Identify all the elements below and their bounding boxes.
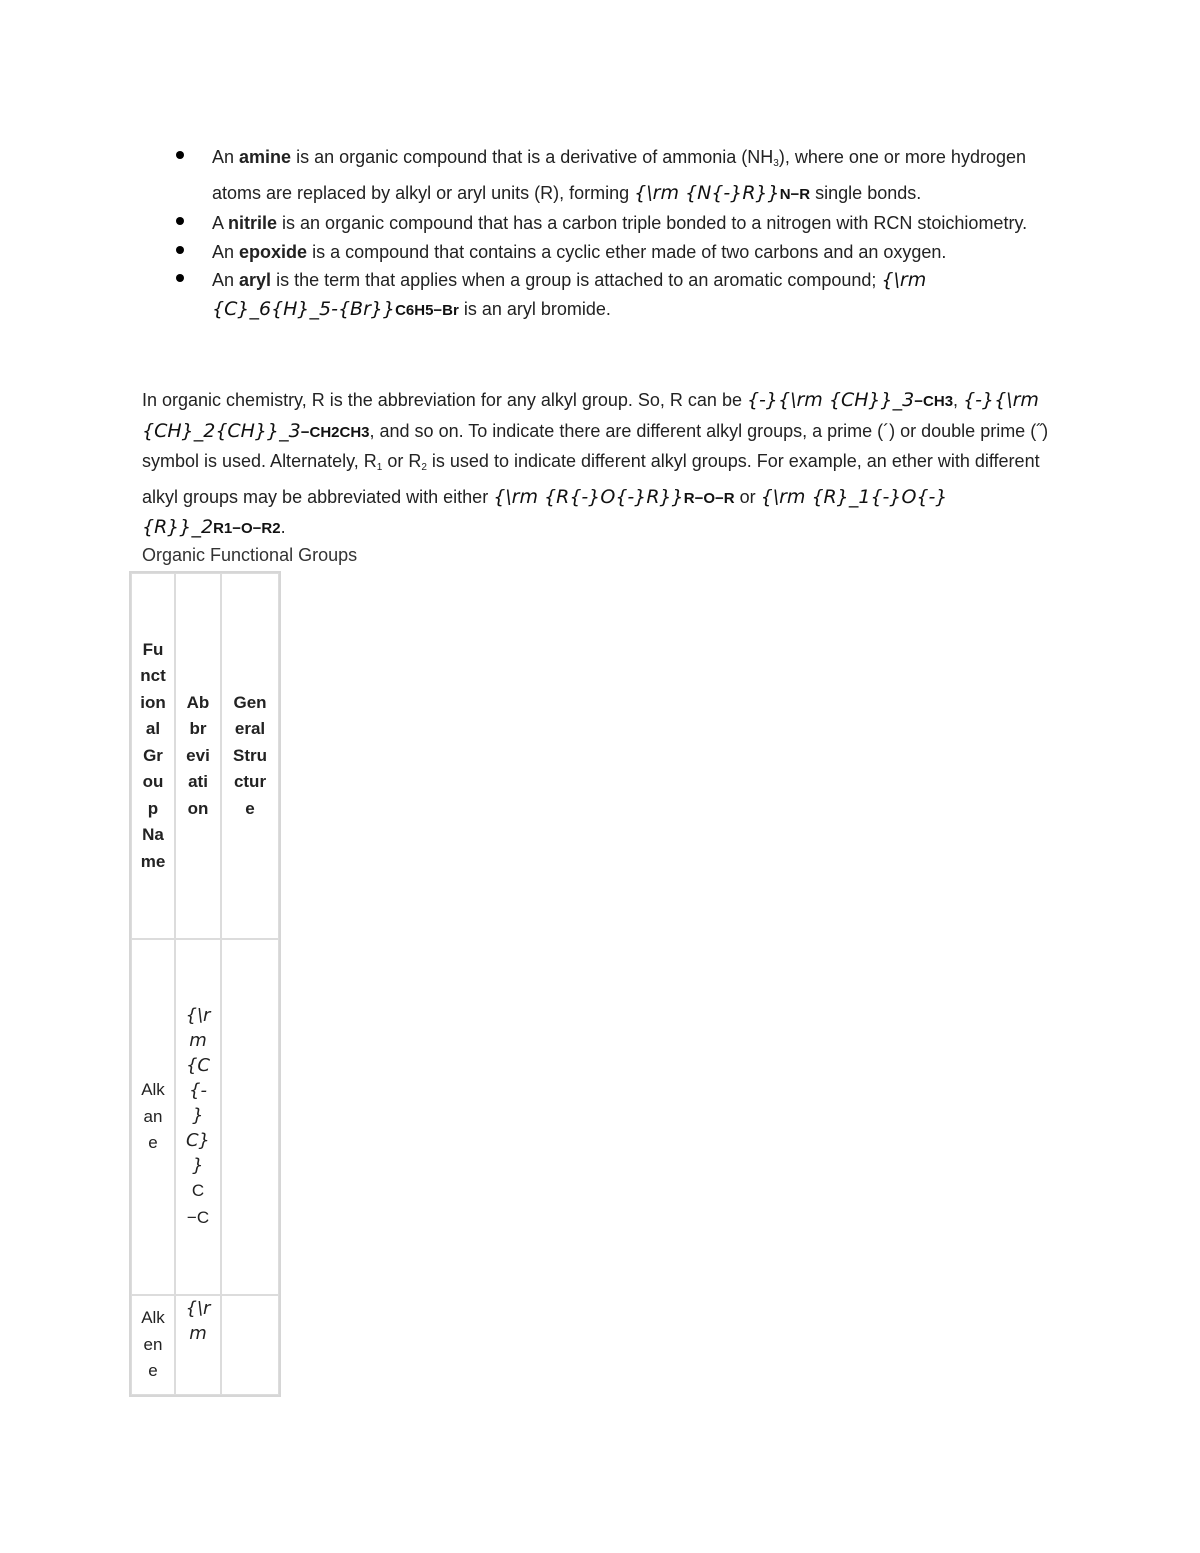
functional-groups-table (129, 571, 281, 1397)
latex-source: {\rm {R}_1{-}O{-}{R}}_2 (142, 485, 948, 539)
bullet-icon (176, 151, 184, 159)
formula: R−O−R (683, 489, 735, 507)
table-header-row (131, 573, 279, 939)
text: , and so on. To indicate there are different alkyl groups, a prime (´) or double prime (˝) symbol is used. Alternately, R (142, 420, 1049, 472)
text: is an aryl bromide. (458, 298, 611, 319)
formula: N−R (779, 185, 811, 203)
latex-source: {\rm {N{-}R}} (634, 181, 780, 204)
structure-cell (221, 939, 279, 1295)
latex-source: {\rm {C}_6{H}_5-{Br}} (212, 269, 927, 320)
text: An (212, 241, 240, 262)
formula: −CH2CH3 (300, 423, 370, 441)
list-item (176, 238, 1056, 267)
latex-source: {-}{\rm {CH}_2{CH}}_3 (142, 389, 1039, 442)
text: , (953, 390, 964, 410)
subscript: 2 (421, 462, 427, 474)
abbreviation-cell (175, 1295, 221, 1395)
group-name-cell: Alkene (131, 1295, 175, 1395)
formula: C−C (186, 1181, 210, 1227)
list-item (176, 266, 1056, 325)
body-paragraph (142, 386, 1072, 544)
header-cell: General Structure (221, 573, 279, 939)
text: is used to indicate different alkyl groups. For example, an ether with different alkyl groups may be abbreviated with either (142, 451, 1040, 507)
latex-source: {\rm (185, 1298, 211, 1344)
formula: C6H5−Br (395, 301, 459, 319)
latex-source: {\rm {R{-}O{-}R}} (493, 485, 684, 508)
latex-source: {-}{\rm {CH}}_3 (746, 389, 915, 411)
term-epoxide: epoxide (239, 241, 308, 262)
term-nitrile: nitrile (228, 213, 278, 233)
text: is an organic compound that has a carbon triple bonded to a nitrogen with RCN stoichiometry. (277, 213, 1028, 233)
text: is an organic compound that is a derivative of ammonia (NH (291, 147, 774, 167)
text: . (280, 517, 286, 538)
subscript: 1 (376, 462, 383, 474)
text: is the term that applies when a group is attached to an aromatic compound; (271, 270, 882, 290)
text: or (734, 486, 761, 507)
table-row (131, 939, 279, 1295)
term-amine: amine (239, 147, 292, 167)
list-item (176, 143, 1056, 209)
text: An (212, 147, 240, 167)
bullet-icon (176, 217, 184, 225)
table-row (131, 1295, 279, 1395)
header-cell: Abbreviation (175, 573, 221, 939)
bullet-icon (176, 274, 184, 282)
bullet-icon (176, 246, 184, 254)
term-aryl: aryl (239, 270, 272, 290)
subscript: 3 (773, 158, 779, 169)
text: An (212, 270, 240, 290)
formula: R1−O−R2 (213, 520, 281, 538)
group-name-cell: Alkane (131, 939, 175, 1295)
header-cell: Functional Group Name (131, 573, 175, 939)
abbreviation-cell (175, 939, 221, 1295)
text: ), where one or more hydrogen atoms are replaced by alkyl or aryl units (R), forming (212, 147, 1026, 203)
text: single bonds. (810, 182, 922, 203)
text: In organic chemistry, R is the abbreviation for any alkyl group. So, R can be (142, 390, 747, 410)
latex-source: {\rm {C{-}C}} (185, 1005, 211, 1176)
table-caption: Organic Functional Groups (142, 545, 358, 565)
list-item (176, 209, 1056, 238)
structure-cell (221, 1295, 279, 1395)
text: A (212, 213, 229, 233)
text: is a compound that contains a cyclic ether made of two carbons and an oxygen. (307, 241, 947, 262)
formula: −CH3 (914, 393, 954, 410)
definition-list (176, 143, 1056, 325)
text: or R (382, 451, 422, 472)
